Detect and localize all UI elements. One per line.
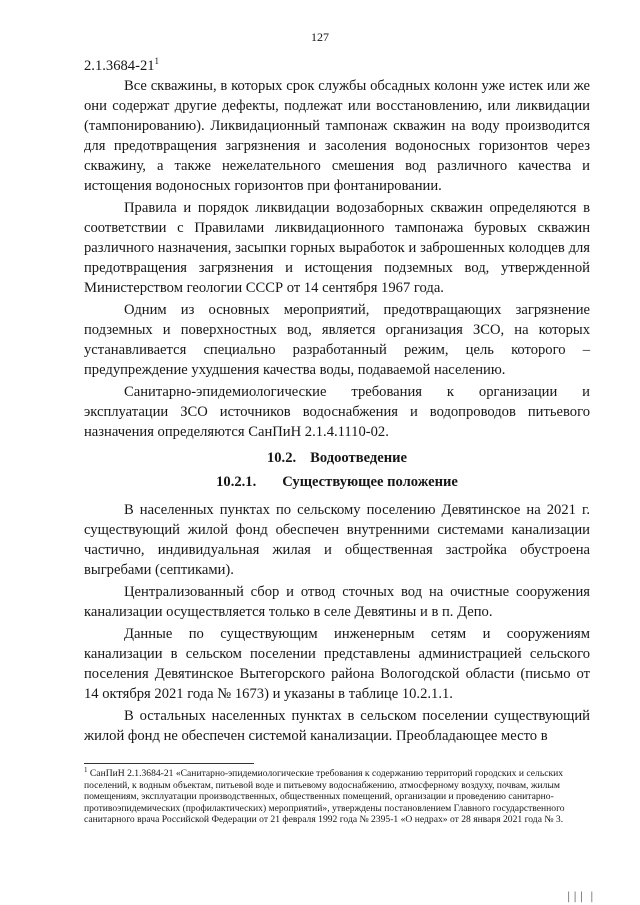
section-heading (84, 448, 590, 468)
subsection-heading (84, 472, 590, 492)
paragraph-housing-sewerage: В населенных пунктах по сельскому поселению Девятинское на 2021 г. существующий жилой фонд обеспечен внутренними системами канализации частично, индивидуальная жилая и общественная застройка обустроена выгребами (септиками). (84, 502, 590, 578)
footnote-mark: 1 (154, 56, 160, 67)
paragraph-other-settlements: В остальных населенных пунктах в сельском поселении существующий жилой фонд не обеспечен системой канализации. Преобладающее место в (84, 708, 590, 744)
scan-mark: │││ │ (566, 893, 596, 903)
subsection-title: Существующее положение (282, 474, 458, 490)
reference-text: 2.1.3684-21 (84, 58, 155, 74)
paragraph-centralized-collection: Централизованный сбор и отвод сточных вод на очистные сооружения канализации осуществляется только в селе Девятины и в п. Депо. (84, 584, 590, 620)
footnote-number: 1 (84, 765, 88, 774)
section-title: Водоотведение (310, 450, 408, 466)
paragraph-zso-measures: Одним из основных мероприятий, предотвращающих загрязнение подземных и поверхностных вод, является организация ЗСО, на которых устанавливается специально разработанный режим, цель которого – предупреждение ухудшения качества воды, подаваемой населению. (84, 302, 590, 378)
body-text (84, 56, 590, 746)
footnote-text: СанПиН 2.1.3684-21 «Санитарно-эпидемиологические требования к содержанию территорий городских и сельских поселений, к водным объектам, питьевой воде и питьевому водоснабжению, атмосферному воздуху, почвам, жилым помещениям, эксплуатации производственных, общественных помещений, организации и проведению санитарно-противоэпидемических (профилактических) мероприятий», утверждены постановлением Главного государственного санитарного врача Российской Федерации от 21 февраля 1992 года № 2395-1 «О недрах» от 28 января 2021 года № 3. (84, 768, 565, 826)
section-number: 10.2. (266, 450, 297, 466)
footnote-divider (84, 763, 254, 764)
reference-line (84, 56, 590, 76)
page-number: 127 (311, 30, 329, 44)
paragraph-network-data: Данные по существующим инженерным сетям и сооружениям канализации в сельском поселении представлены администрацией сельского поселения Девятинское Вытегорского района Вологодской области (письмо от 14 октября 2021 года № 1673) и указаны в таблице 10.2.1.1. (84, 626, 590, 702)
paragraph-sanpin-requirements: Санитарно-эпидемиологические требования к организации и эксплуатации ЗСО источников водоснабжения и водопроводов питьевого назначения определяются СанПиН 2.1.4.1110-02. (84, 384, 590, 440)
paragraph-wells-condition: Все скважины, в которых срок службы обсадных колонн уже истек или же они содержат другие дефекты, подлежат или восстановлению, или ликвидации (тампонированию). Ликвидационный тампонаж скважин на воду производится для предотвращения загрязнения и засоления водоносных горизонтов через скважину, а также нежелательного смешения вод различного качества и истощения водоносных горизонтов при фонтанировании. (84, 78, 590, 194)
subsection-number: 10.2.1. (216, 474, 257, 490)
footnote (84, 765, 590, 826)
paragraph-liquidation-rules: Правила и порядок ликвидации водозаборных скважин определяются в соответствии с Правилами ликвидационного тампонажа буровых скважин различного назначения, засыпки горных выработок и заброшенных колодцев для предотвращения загрязнения и истощения подземных вод, утвержденной Министерством геологии СССР от 14 сентября 1967 года. (84, 200, 590, 296)
